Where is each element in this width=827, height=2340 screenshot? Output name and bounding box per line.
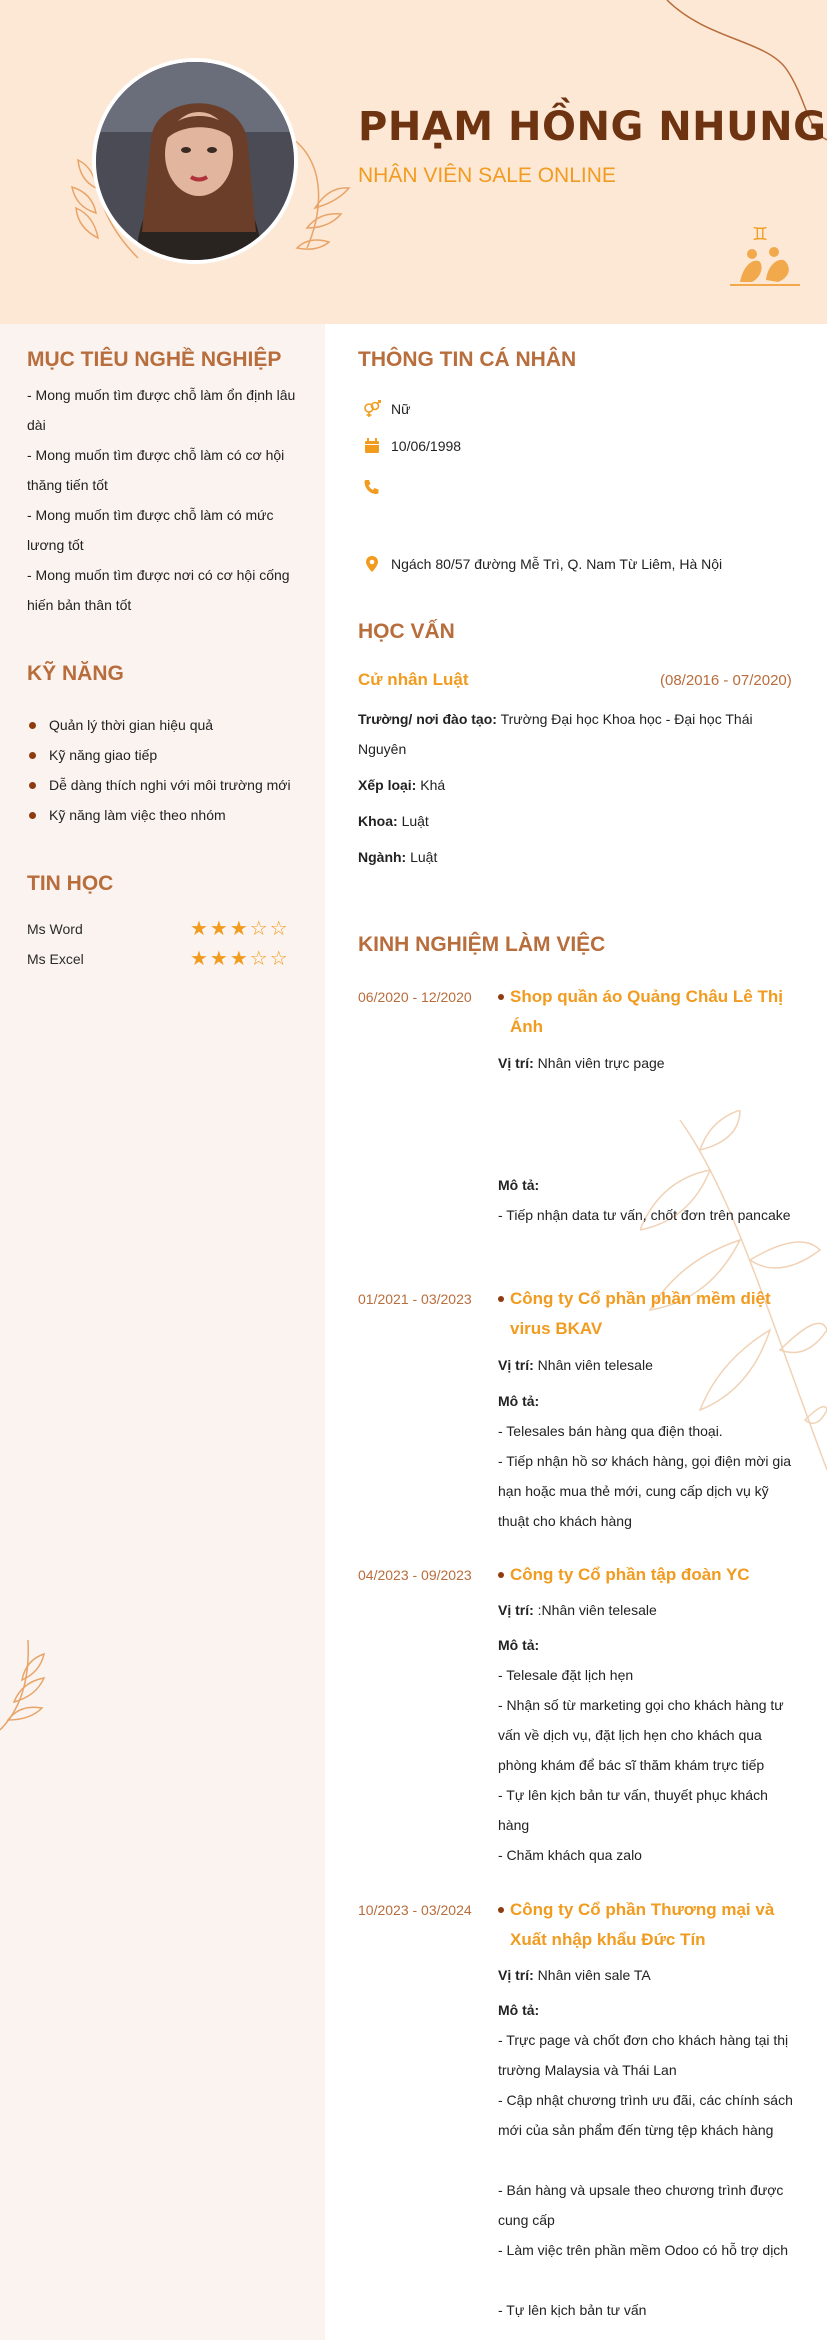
job-company: Công ty Cổ phần phần mềm diệt virus BKAV	[498, 1284, 798, 1344]
school-label: Trường/ nơi đào tạo:	[358, 711, 497, 727]
position-value: Nhân viên telesale	[537, 1357, 653, 1373]
skill-item: Dễ dàng thích nghi với môi trường mới	[27, 770, 291, 800]
it-skill-name: Ms Excel	[27, 951, 84, 967]
job-desc-item: - Bán hàng và upsale theo chương trình được cung cấp	[498, 2182, 784, 2228]
position-value: Nhân viên sale TA	[537, 1967, 651, 1983]
job-desc-item: - Trực page và chốt đơn cho khách hàng tại thị trường Malaysia và Thái Lan	[498, 2032, 789, 2078]
birthday-value: 10/06/1998	[391, 438, 462, 454]
position-value: :Nhân viên telesale	[537, 1602, 657, 1618]
desc-label	[498, 1995, 798, 2025]
desc-label-text: Mô tả:	[498, 1177, 540, 1193]
job-desc-item: - Chăm khách qua zalo	[498, 1847, 642, 1863]
major-value: Luật	[410, 849, 438, 865]
job-company: Shop quần áo Quảng Châu Lê Thị Ánh	[498, 982, 798, 1042]
position-value: Nhân viên trực page	[537, 1055, 665, 1071]
job-date: 04/2023 - 09/2023	[358, 1567, 472, 1583]
profile-photo	[92, 58, 298, 264]
desc-label	[498, 1386, 798, 1416]
gemini-zodiac-icon	[730, 222, 800, 286]
skill-item: Kỹ năng giao tiếp	[27, 740, 291, 770]
desc-label	[498, 1630, 798, 1660]
candidate-name: PHẠM HỒNG NHUNG	[358, 104, 827, 150]
position-label: Vị trí:	[498, 1357, 534, 1373]
phone-icon	[363, 478, 381, 496]
job-desc-item: - Tự lên kịch bản tư vấn	[498, 2302, 647, 2318]
major-label: Ngành:	[358, 849, 407, 865]
job-desc-item: - Nhận số từ marketing gọi cho khách hàng tư vấn về dịch vụ, đặt lịch hẹn cho khách qua phòng khám để bác sĩ thăm khám trực tiếp	[498, 1697, 784, 1773]
position-label: Vị trí:	[498, 1967, 534, 1983]
job-company: Công ty Cổ phần Thương mại và Xuất nhập khẩu Đức Tín	[498, 1895, 798, 1955]
job-title: NHÂN VIÊN SALE ONLINE	[358, 164, 616, 187]
cv-header	[0, 0, 827, 324]
position-label: Vị trí:	[498, 1602, 534, 1618]
job-desc-item: - Telesale đặt lịch hẹn	[498, 1667, 634, 1683]
school-value: Trường Đại học Khoa học - Đại học Thái Nguyên	[358, 711, 753, 757]
experience-title: KINH NGHIỆM LÀM VIỆC	[358, 933, 606, 956]
desc-label	[498, 1170, 798, 1200]
skills-list	[27, 710, 291, 830]
job-desc-item: - Làm việc trên phần mềm Odoo có hỗ trợ dịch	[498, 2242, 789, 2258]
job-date: 01/2021 - 03/2023	[358, 1291, 472, 1307]
personal-info-title: THÔNG TIN CÁ NHÂN	[358, 348, 577, 371]
education-school	[358, 704, 798, 764]
faculty-value: Luật	[401, 813, 429, 829]
desc-label-text: Mô tả:	[498, 2002, 540, 2018]
rating-stars-icon: ★★★☆☆	[190, 918, 290, 940]
svg-text:♊: ♊	[752, 224, 769, 245]
job-date: 06/2020 - 12/2020	[358, 989, 472, 1005]
faculty-label: Khoa:	[358, 813, 398, 829]
address-value: Ngách 80/57 đường Mễ Trì, Q. Nam Từ Liêm, Hà Nội	[391, 556, 723, 572]
position-label: Vị trí:	[498, 1055, 534, 1071]
job-position	[498, 1960, 798, 1990]
skill-item: Quản lý thời gian hiệu quả	[27, 710, 291, 740]
job-desc-item: - Tự lên kịch bản tư vấn, thuyết phục khách hàng	[498, 1787, 768, 1833]
job-date: 10/2023 - 03/2024	[358, 1902, 472, 1918]
it-skill-row	[27, 914, 297, 944]
location-pin-icon	[363, 555, 381, 573]
rank-value: Khá	[420, 777, 446, 793]
education-major	[358, 842, 798, 872]
leaf-decoration-icon	[0, 1630, 50, 1740]
job-position	[498, 1595, 798, 1625]
job-desc-item: - Cập nhật chương trình ưu đãi, các chính sách mới của sản phẩm đến từng tệp khách hàng	[498, 2092, 793, 2138]
it-skill-row	[27, 944, 297, 974]
career-goal-item: - Mong muốn tìm được chỗ làm có cơ hội thăng tiến tốt	[27, 447, 285, 493]
it-skills-title: TIN HỌC	[27, 872, 114, 895]
gender-value: Nữ	[391, 401, 411, 417]
career-goal-title: MỤC TIÊU NGHỀ NGHIỆP	[27, 348, 282, 371]
job-position	[498, 1350, 798, 1380]
calendar-icon	[363, 437, 381, 455]
job-position	[498, 1048, 798, 1078]
rank-label: Xếp loại:	[358, 777, 417, 793]
education-date: (08/2016 - 07/2020)	[660, 672, 792, 689]
job-desc-item: - Tiếp nhận hồ sơ khách hàng, gọi điện mời gia hạn hoặc mua thẻ mới, cung cấp dịch vụ kỹ thuật cho khách hàng	[498, 1453, 792, 1529]
job-company: Công ty Cổ phần tập đoàn YC	[498, 1560, 798, 1590]
gender-icon	[363, 400, 381, 418]
job-desc-item: - Tiếp nhận data tư vấn, chốt đơn trên pancake	[498, 1207, 791, 1223]
job-desc-item: - Telesales bán hàng qua điện thoại.	[498, 1423, 723, 1439]
skills-title: KỸ NĂNG	[27, 662, 124, 685]
career-goal-item: - Mong muốn tìm được nơi có cơ hội cống hiến bản thân tốt	[27, 567, 290, 613]
skill-item: Kỹ năng làm việc theo nhóm	[27, 800, 291, 830]
degree: Cử nhân Luật	[358, 670, 469, 689]
it-skill-name: Ms Word	[27, 921, 83, 937]
avatar-frame	[92, 58, 298, 264]
education-title: HỌC VẤN	[358, 620, 455, 643]
career-goal-item: - Mong muốn tìm được chỗ làm ổn định lâu dài	[27, 387, 296, 433]
rating-stars-icon: ★★★☆☆	[190, 948, 290, 970]
education-rank	[358, 770, 798, 800]
desc-label-text: Mô tả:	[498, 1393, 540, 1409]
education-faculty	[358, 806, 798, 836]
desc-label-text: Mô tả:	[498, 1637, 540, 1653]
career-goal-item: - Mong muốn tìm được chỗ làm có mức lương tốt	[27, 507, 274, 553]
